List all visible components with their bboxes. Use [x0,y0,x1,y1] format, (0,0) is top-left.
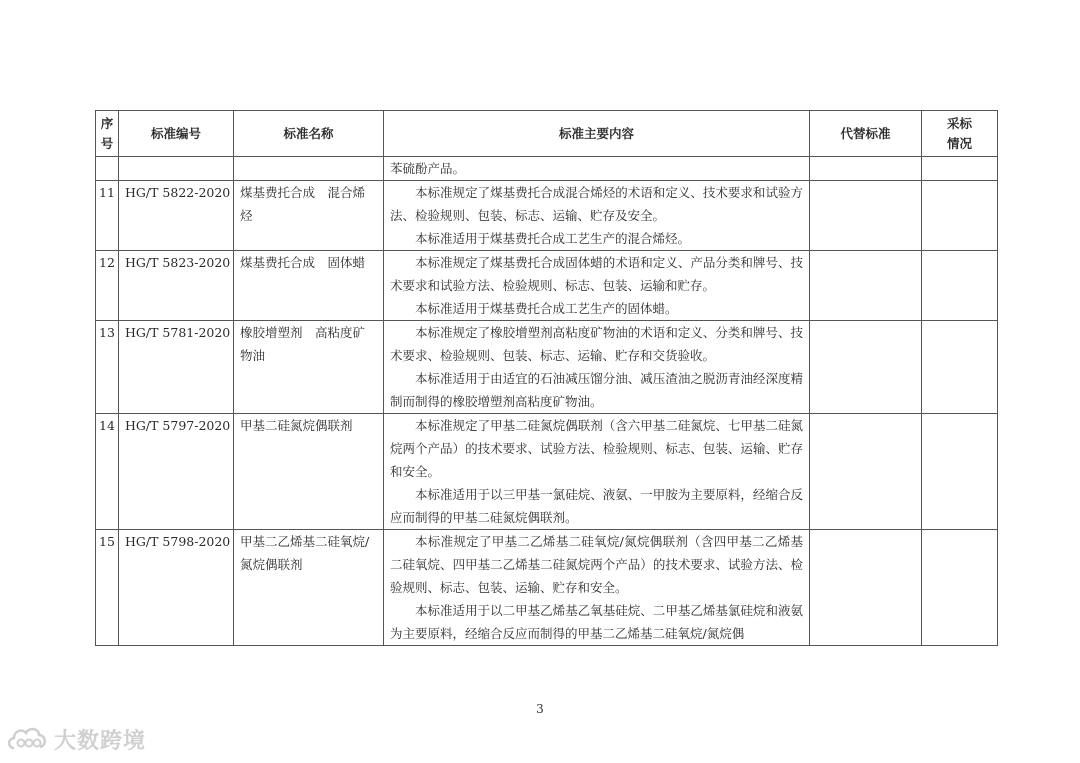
table-row [96,414,998,530]
standards-table [95,110,998,646]
cell-status [922,414,998,530]
cell-status [922,157,998,181]
cell-content [384,181,810,251]
watermark-text: 大数跨境 [54,728,147,754]
header-standard-code: 标准编号 [119,111,234,157]
cell-replace [810,157,922,181]
content-paragraph: 本标准适用于煤基费托合成工艺生产的固体蜡。 [415,301,678,316]
cell-replace [810,181,922,251]
cell-no: 13 [96,321,119,414]
cell-status [922,321,998,414]
cell-code: HG/T 5822-2020 [119,181,234,251]
cloud-logo-icon [6,722,50,756]
cell-code: HG/T 5797-2020 [119,414,234,530]
header-replaced-standard: 代替标准 [810,111,922,157]
watermark [6,722,146,756]
header-standard-name: 标准名称 [234,111,384,157]
table-header-row [96,111,998,157]
content-paragraph: 本标准规定了橡胶增塑剂高粘度矿物油的术语和定义、分类和牌号、技术要求、检验规则、包装、标志、运输、贮存和交货验收。 [390,325,803,363]
table-row [96,181,998,251]
content-paragraph: 本标准适用于由适宜的石油减压馏分油、减压渣油之脱沥青油经深度精制而制得的橡胶增塑剂高粘度矿物油。 [390,371,803,409]
content-paragraph: 本标准适用于煤基费托合成工艺生产的混合烯烃。 [415,231,691,246]
cell-status [922,530,998,646]
content-paragraph: 本标准规定了甲基二乙烯基二硅氧烷/氮烷偶联剂（含四甲基二乙烯基二硅氧烷、四甲基二乙烯基二硅氮烷两个产品）的技术要求、试验方法、检验规则、标志、包装、运输、贮存和安全。 [390,534,803,595]
cell-status [922,181,998,251]
table-row [96,321,998,414]
cell-name: 橡胶增塑剂 高粘度矿物油 [234,321,384,414]
table-row-continuation [96,157,998,181]
cell-content [384,251,810,321]
table-row [96,530,998,646]
content-paragraph: 苯硫酚产品。 [390,161,466,176]
cell-code: HG/T 5823-2020 [119,251,234,321]
cell-name [234,157,384,181]
cell-name: 煤基费托合成 混合烯烃 [234,181,384,251]
cell-code: HG/T 5781-2020 [119,321,234,414]
cell-name: 甲基二硅氮烷偶联剂 [234,414,384,530]
cell-replace [810,414,922,530]
page-number: 3 [536,702,544,716]
cell-replace [810,321,922,414]
content-paragraph: 本标准适用于以三甲基一氯硅烷、液氨、一甲胺为主要原料，经缩合反应而制得的甲基二硅氮烷偶联剂。 [390,487,803,525]
header-main-content: 标准主要内容 [384,111,810,157]
cell-no: 14 [96,414,119,530]
cell-replace [810,530,922,646]
content-paragraph: 本标准规定了甲基二硅氮烷偶联剂（含六甲基二硅氮烷、七甲基二硅氮烷两个产品）的技术要求、试验方法、检验规则、标志、包装、运输、贮存和安全。 [390,418,803,479]
cell-name: 煤基费托合成 固体蜡 [234,251,384,321]
cell-no: 15 [96,530,119,646]
content-paragraph: 本标准适用于以二甲基乙烯基乙氧基硅烷、二甲基乙烯基氯硅烷和液氨为主要原料，经缩合反应而制得的甲基二乙烯基二硅氧烷/氮烷偶 [390,603,803,641]
cell-replace [810,251,922,321]
cell-content [384,157,810,181]
table-row [96,251,998,321]
cell-content [384,530,810,646]
cell-content [384,321,810,414]
cell-no [96,157,119,181]
cell-code: HG/T 5798-2020 [119,530,234,646]
cell-code [119,157,234,181]
header-serial-number: 序 号 [96,111,119,157]
content-paragraph: 本标准规定了煤基费托合成固体蜡的术语和定义、产品分类和牌号、技术要求和试验方法、检验规则、标志、包装、运输和贮存。 [390,255,803,293]
cell-name: 甲基二乙烯基二硅氧烷/氮烷偶联剂 [234,530,384,646]
cell-no: 12 [96,251,119,321]
cell-no: 11 [96,181,119,251]
cell-content [384,414,810,530]
header-adoption-status: 采标 情况 [922,111,998,157]
cell-status [922,251,998,321]
content-paragraph: 本标准规定了煤基费托合成混合烯烃的术语和定义、技术要求和试验方法、检验规则、包装、标志、运输、贮存及安全。 [390,185,803,223]
